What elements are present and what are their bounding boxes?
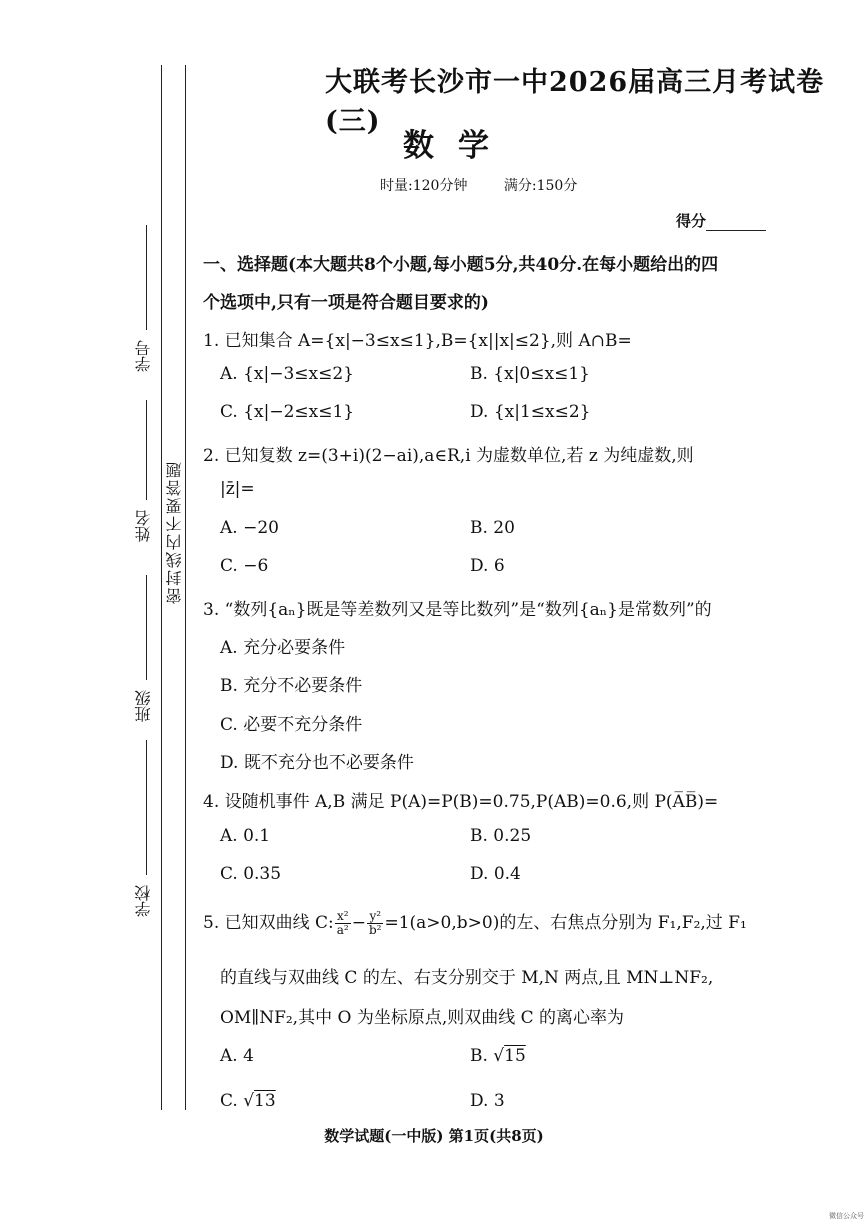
full-score: 满分:150分: [503, 178, 578, 194]
q5-option-c[interactable]: [220, 1091, 276, 1111]
section-1-line1: 一、选择题(本大题共8个小题,每小题5分,共40分.在每小题给出的四: [203, 255, 719, 275]
name-label: 姓名: [134, 510, 153, 542]
class-label: 班级: [134, 690, 153, 722]
q5-frac1-den: a²: [336, 923, 349, 937]
q5-fraction-y: [367, 910, 384, 937]
q1-option-c[interactable]: C. {x|−2≤x≤1}: [220, 402, 355, 422]
subject-title: 数学: [403, 128, 513, 164]
binding-line-outer: [161, 65, 162, 1110]
q5-line2: 的直线与双曲线 C 的左、右支分别交于 M,N 两点,且 MN⊥NF₂,: [220, 968, 714, 988]
q5-option-b-radicand: 15: [504, 1046, 526, 1066]
q1-option-d[interactable]: D. {x|1≤x≤2}: [470, 402, 591, 422]
q5-fraction-x: [335, 910, 351, 937]
q5-option-a[interactable]: A. 4: [220, 1046, 254, 1066]
q2-option-b[interactable]: B. 20: [470, 518, 515, 538]
student-no-label: 学号: [134, 340, 153, 372]
q5-frac1-num: x²: [335, 910, 351, 924]
q2-stem: 2. 已知复数 z=(3+i)(2−ai),a∈R,i 为虚数单位,若 z 为纯虚数,则: [203, 446, 694, 466]
q2-option-d[interactable]: D. 6: [470, 556, 505, 576]
name-blank[interactable]: [146, 400, 147, 500]
section-1-line2: 个选项中,只有一项是符合题目要求的): [203, 293, 489, 313]
class-blank[interactable]: [146, 575, 147, 680]
q3-option-c[interactable]: C. 必要不充分条件: [220, 715, 363, 735]
q5-frac2-num: y²: [367, 910, 384, 924]
q3-option-d[interactable]: D. 既不充分也不必要条件: [220, 753, 414, 773]
q5-option-b-prefix: B. √: [470, 1046, 505, 1066]
school-blank[interactable]: [146, 740, 147, 875]
seal-notice: 密封线内不要答题: [165, 460, 184, 604]
q4-option-c[interactable]: C. 0.35: [220, 864, 282, 884]
q3-option-a[interactable]: A. 充分必要条件: [220, 638, 346, 658]
q2-option-c[interactable]: C. −6: [220, 556, 269, 576]
q4-option-d[interactable]: D. 0.4: [470, 864, 521, 884]
q1-option-b[interactable]: B. {x|0≤x≤1}: [470, 364, 590, 384]
q3-stem: 3. “数列{aₙ}既是等差数列又是等比数列”是“数列{aₙ}是常数列”的: [203, 600, 712, 620]
time-limit: 时量:120分钟: [380, 178, 468, 194]
q5-stem: [203, 908, 747, 937]
q5-option-d[interactable]: D. 3: [470, 1091, 505, 1111]
q2-option-a[interactable]: A. −20: [220, 518, 279, 538]
q5-option-c-radicand: 13: [254, 1091, 276, 1111]
exam-title: 大联考长沙市一中2026届高三月考试卷(三): [325, 67, 825, 137]
score-field[interactable]: [676, 210, 766, 231]
student-no-blank[interactable]: [146, 225, 147, 330]
page-footer: 数学试题(一中版) 第1页(共8页): [324, 1127, 544, 1145]
q5-minus: −: [351, 913, 366, 933]
q5-option-c-prefix: C. √: [220, 1091, 255, 1111]
q3-option-b[interactable]: B. 充分不必要条件: [220, 676, 363, 696]
score-blank[interactable]: [706, 216, 766, 231]
q1-stem: 1. 已知集合 A={x|−3≤x≤1},B={x||x|≤2},则 A∩B=: [203, 331, 632, 351]
q5-frac2-den: b²: [368, 923, 382, 937]
q4-stem: 4. 设随机事件 A,B 满足 P(A)=P(B)=0.75,P(AB)=0.6,则 P(A̅B̅)=: [203, 792, 719, 812]
q5-stem-prefix: 5. 已知双曲线 C:: [203, 913, 334, 933]
q5-option-b[interactable]: [470, 1046, 526, 1066]
q2-stem-2: |z̄|=: [220, 479, 255, 499]
corner-watermark: 微信公众号: [829, 1212, 864, 1220]
score-label: 得分: [676, 212, 707, 230]
school-label: 学校: [134, 885, 153, 917]
q1-option-a[interactable]: A. {x|−3≤x≤2}: [220, 364, 354, 384]
q5-stem-suffix: =1(a>0,b>0)的左、右焦点分别为 F₁,F₂,过 F₁: [384, 913, 747, 933]
exam-meta: [380, 175, 609, 195]
q5-line3: OM∥NF₂,其中 O 为坐标原点,则双曲线 C 的离心率为: [220, 1008, 625, 1028]
q4-option-b[interactable]: B. 0.25: [470, 826, 532, 846]
q4-option-a[interactable]: A. 0.1: [220, 826, 271, 846]
